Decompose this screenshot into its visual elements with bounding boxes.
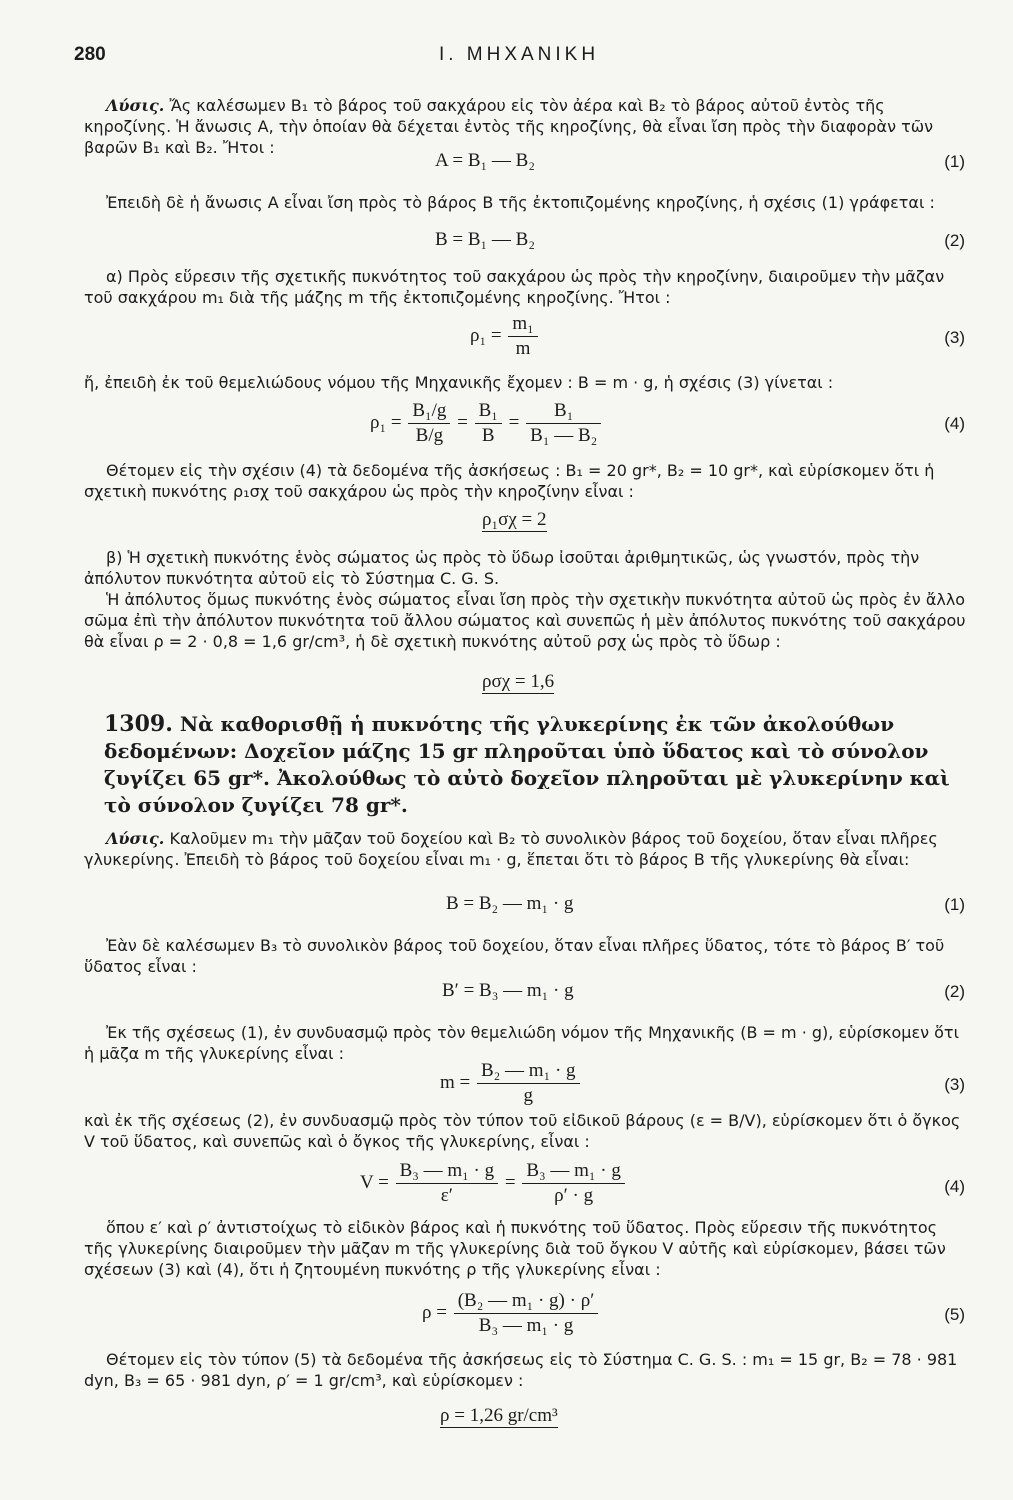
- denominator: ε′: [440, 1185, 453, 1206]
- equation-number: (1): [944, 152, 965, 171]
- equation-4: [370, 400, 603, 447]
- denominator: B₁ — B₂: [530, 425, 598, 446]
- equals-sign: =: [508, 411, 520, 433]
- result-value: ρ = 1,26 gr/cm³: [440, 1405, 558, 1426]
- equation-number: (3): [944, 1075, 965, 1094]
- problem-number: 1309.: [104, 711, 173, 737]
- numerator: (B₂ — m₁ · g) · ρ′: [454, 1290, 599, 1314]
- paragraph-block: [84, 935, 966, 977]
- fraction: [408, 400, 450, 447]
- denominator: m: [515, 338, 531, 359]
- solution-label: Λύσις.: [106, 96, 165, 115]
- paragraph: Ἄς καλέσωμεν B₁ τὸ βάρος τοῦ σακχάρου εἰς τὸν ἀέρα καὶ B₂ τὸ βάρος αὐτοῦ ἐντὸς τῆς κηροζίνης. Ἡ ἄνωσις A, τὴν ὁποίαν θὰ δέχεται ἐντὸς τῆς κηροζίνης, θὰ εἶναι ἴση πρὸς τὴν διαφορὰν τῶν βαρῶν B₁ καὶ B₂. Ἤτοι :: [84, 96, 934, 157]
- paragraph-block: [84, 1349, 966, 1391]
- solution-label: Λύσις.: [106, 829, 165, 848]
- equation-3: [440, 1060, 582, 1107]
- fraction: [526, 400, 601, 447]
- result-1: [482, 509, 547, 531]
- equation-lhs: ρ =: [422, 1301, 447, 1323]
- denominator: g: [523, 1085, 534, 1106]
- equation-5: [422, 1290, 600, 1337]
- paragraph-block: [84, 460, 966, 502]
- paragraph-block: [84, 1110, 966, 1152]
- page-header: [74, 44, 964, 70]
- paragraph: καὶ ἐκ τῆς σχέσεως (2), ἐν συνδυασμῷ πρὸς τὸν τύπον τοῦ εἰδικοῦ βάρους (ε = B/V), εὑρίσκομεν ὅτι ὁ ὄγκος V τοῦ ὕδατος, καὶ συνεπῶς καὶ ὁ ὄγκος τῆς γλυκερίνης, εἶναι :: [84, 1111, 961, 1151]
- equation-lhs: ρ₁ =: [370, 411, 402, 433]
- result-value: ρσχ = 1,6: [482, 671, 555, 692]
- equation-number: (5): [944, 1305, 965, 1324]
- equation-number: (1): [944, 895, 965, 914]
- numerator: B₃ — m₁ · g: [522, 1160, 625, 1184]
- fraction: [396, 1160, 499, 1207]
- numerator: B₃ — m₁ · g: [396, 1160, 499, 1184]
- paragraph: Ἐὰν δὲ καλέσωμεν B₃ τὸ συνολικὸν βάρος τοῦ δοχείου, ὅταν εἶναι πλῆρες ὕδατος, τότε τὸ βάρος B′ τοῦ ὕδατος εἶναι :: [84, 936, 945, 976]
- equation-lhs: m =: [440, 1071, 471, 1093]
- equation-2: B = B₁ — B₂: [435, 229, 535, 250]
- problem-text: Νὰ καθορισθῇ ἡ πυκνότης τῆς γλυκερίνης ἐκ τῶν ἀκολούθων δεδομένων: Δοχεῖον μάζης 15 gr πληροῦται ὑπὸ ὕδατος καὶ τὸ σύνολον ζυγίζει 65 gr*. Ἀκολούθως τὸ αὐτὸ δοχεῖον πληροῦται μὲ γλυκερίνην καὶ τὸ σύνολον ζυγίζει 78 gr*.: [104, 712, 950, 817]
- problem-statement: [104, 711, 970, 819]
- running-title: Ι. ΜΗΧΑΝΙΚΗ: [438, 44, 600, 65]
- fraction: [475, 400, 502, 447]
- fraction: [477, 1060, 580, 1107]
- fraction: [508, 313, 537, 360]
- paragraph: ὅπου ε′ καὶ ρ′ ἀντιστοίχως τὸ εἰδικὸν βάρος καὶ ἡ πυκνότης τοῦ ὕδατος. Πρὸς εὕρεσιν τῆς πυκνότητος τῆς γλυκερίνης διαιροῦμεν τὴν μᾶζαν m τῆς γλυκερίνης διὰ τοῦ ὄγκου V αὐτῆς καὶ εὑρίσκομεν, βάσει τῶν σχέσεων (3) καὶ (4), ὅτι ἡ ζητουμένη πυκνότης ρ τῆς γλυκερίνης εἶναι :: [84, 1218, 946, 1279]
- denominator: B₃ — m₁ · g: [478, 1315, 574, 1336]
- equation-1: B = B₂ — m₁ · g: [446, 893, 574, 914]
- paragraph: Θέτομεν εἰς τὴν σχέσιν (4) τὰ δεδομένα τῆς ἀσκήσεως : B₁ = 20 gr*, B₂ = 10 gr*, καὶ εὑρίσκομεν ὅτι ἡ σχετικὴ πυκνότης ρ₁σχ τοῦ σακχάρου ὡς πρὸς τὴν κηροζίνην εἶναι :: [84, 461, 935, 501]
- paragraph: Θέτομεν εἰς τὸν τύπον (5) τὰ δεδομένα τῆς ἀσκήσεως εἰς τὸ Σύστημα C. G. S. : m₁ = 15 gr, B₂ = 78 · 981 dyn, B₃ = 65 · 981 dyn, ρ′ = 1 gr/cm³, καὶ εὑρίσκομεν :: [84, 1350, 958, 1390]
- paragraph: Ἐπειδὴ δὲ ἡ ἄνωσις A εἶναι ἴση πρὸς τὸ βάρος B τῆς ἐκτοπιζομένης κηροζίνης, ἡ σχέσις (1) γράφεται :: [106, 193, 935, 212]
- page-number: 280: [74, 44, 106, 65]
- equation-4: [360, 1160, 627, 1207]
- denominator: B/g: [415, 425, 444, 446]
- solution-2-intro: [84, 828, 966, 870]
- numerator: B₂ — m₁ · g: [477, 1060, 580, 1084]
- numerator: B₁: [475, 400, 502, 424]
- equation-number: (2): [944, 982, 965, 1001]
- fraction: [454, 1290, 599, 1337]
- paragraph: Ἐκ τῆς σχέσεως (1), ἐν συνδυασμῷ πρὸς τὸν θεμελιώδη νόμον τῆς Μηχανικῆς (B = m · g), εὑρίσκομεν ὅτι ἡ μᾶζα m τῆς γλυκερίνης εἶναι :: [84, 1023, 959, 1063]
- numerator: B₁: [526, 400, 601, 424]
- equation-number: (4): [944, 1177, 965, 1196]
- denominator: B: [481, 425, 495, 446]
- equation-3: [470, 313, 540, 360]
- paragraph-block: [84, 266, 966, 308]
- equation-number: (2): [944, 231, 965, 250]
- paragraph-block: [84, 192, 966, 213]
- equals-sign: =: [504, 1171, 516, 1193]
- paragraph-block: [84, 372, 966, 393]
- paragraph-block: [84, 1022, 966, 1064]
- final-result: [440, 1405, 558, 1427]
- paragraph: β) Ἡ σχετικὴ πυκνότης ἑνὸς σώματος ὡς πρὸς τὸ ὕδωρ ἰσοῦται ἀριθμητικῶς, ὡς γνωστόν, πρὸς τὴν ἀπόλυτον πυκνότητα αὐτοῦ εἰς τὸ Σύστημα C. G. S.: [84, 548, 920, 588]
- paragraph: Καλοῦμεν m₁ τὴν μᾶζαν τοῦ δοχείου καὶ B₂ τὸ συνολικὸν βάρος τοῦ δοχείου, ὅταν εἶναι πλῆρες γλυκερίνης. Ἐπειδὴ τὸ βάρος τοῦ δοχείου εἶναι m₁ · g, ἕπεται ὅτι τὸ βάρος B τῆς γλυκερίνης θὰ εἶναι:: [84, 829, 938, 869]
- denominator: ρ′ · g: [554, 1185, 594, 1206]
- paragraph-block: [84, 1217, 966, 1280]
- result-value: ρ₁σχ = 2: [482, 509, 547, 530]
- equation-lhs: V =: [360, 1171, 389, 1193]
- solution-1-intro: [84, 95, 966, 158]
- result-2: [482, 671, 554, 693]
- equation-lhs: ρ₁ =: [470, 324, 502, 346]
- fraction: [522, 1160, 625, 1207]
- equation-2: B′ = B₃ — m₁ · g: [442, 980, 574, 1001]
- paragraph: ἤ, ἐπειδὴ ἐκ τοῦ θεμελιώδους νόμου τῆς Μηχανικῆς ἔχομεν : B = m · g, ἡ σχέσις (3) γίνεται :: [84, 373, 834, 392]
- paragraph: Ἡ ἀπόλυτος ὅμως πυκνότης ἑνὸς σώματος εἶναι ἴση πρὸς τὴν σχετικὴν πυκνότητα αὐτοῦ ὡς πρὸς ἐν ἄλλο σῶμα ἐπὶ τὴν ἀπόλυτον πυκνότητα τοῦ ἄλλου σώματος καὶ συνεπῶς ἡ μὲν ἀπόλυτος πυκνότης τοῦ σακχάρου θὰ εἶναι ρ = 2 · 0,8 = 1,6 gr/cm³, ἡ δὲ σχετικὴ πυκνότης αὐτοῦ ρσχ ὡς πρὸς τὸ ὕδωρ :: [84, 590, 966, 651]
- equation-1: A = B₁ — B₂: [435, 150, 535, 171]
- paragraph-block: [84, 547, 966, 652]
- equation-number: (4): [944, 414, 965, 433]
- paragraph: α) Πρὸς εὕρεσιν τῆς σχετικῆς πυκνότητος τοῦ σακχάρου ὡς πρὸς τὴν κηροζίνην, διαιροῦμεν τὴν μᾶζαν τοῦ σακχάρου m₁ διὰ τῆς μάζης m τῆς ἐκτοπιζομένης κηροζίνης. Ἤτοι :: [84, 267, 945, 307]
- equals-sign: =: [457, 411, 468, 433]
- numerator: B₁/g: [408, 400, 450, 424]
- numerator: m₁: [508, 313, 537, 337]
- equation-number: (3): [944, 328, 965, 347]
